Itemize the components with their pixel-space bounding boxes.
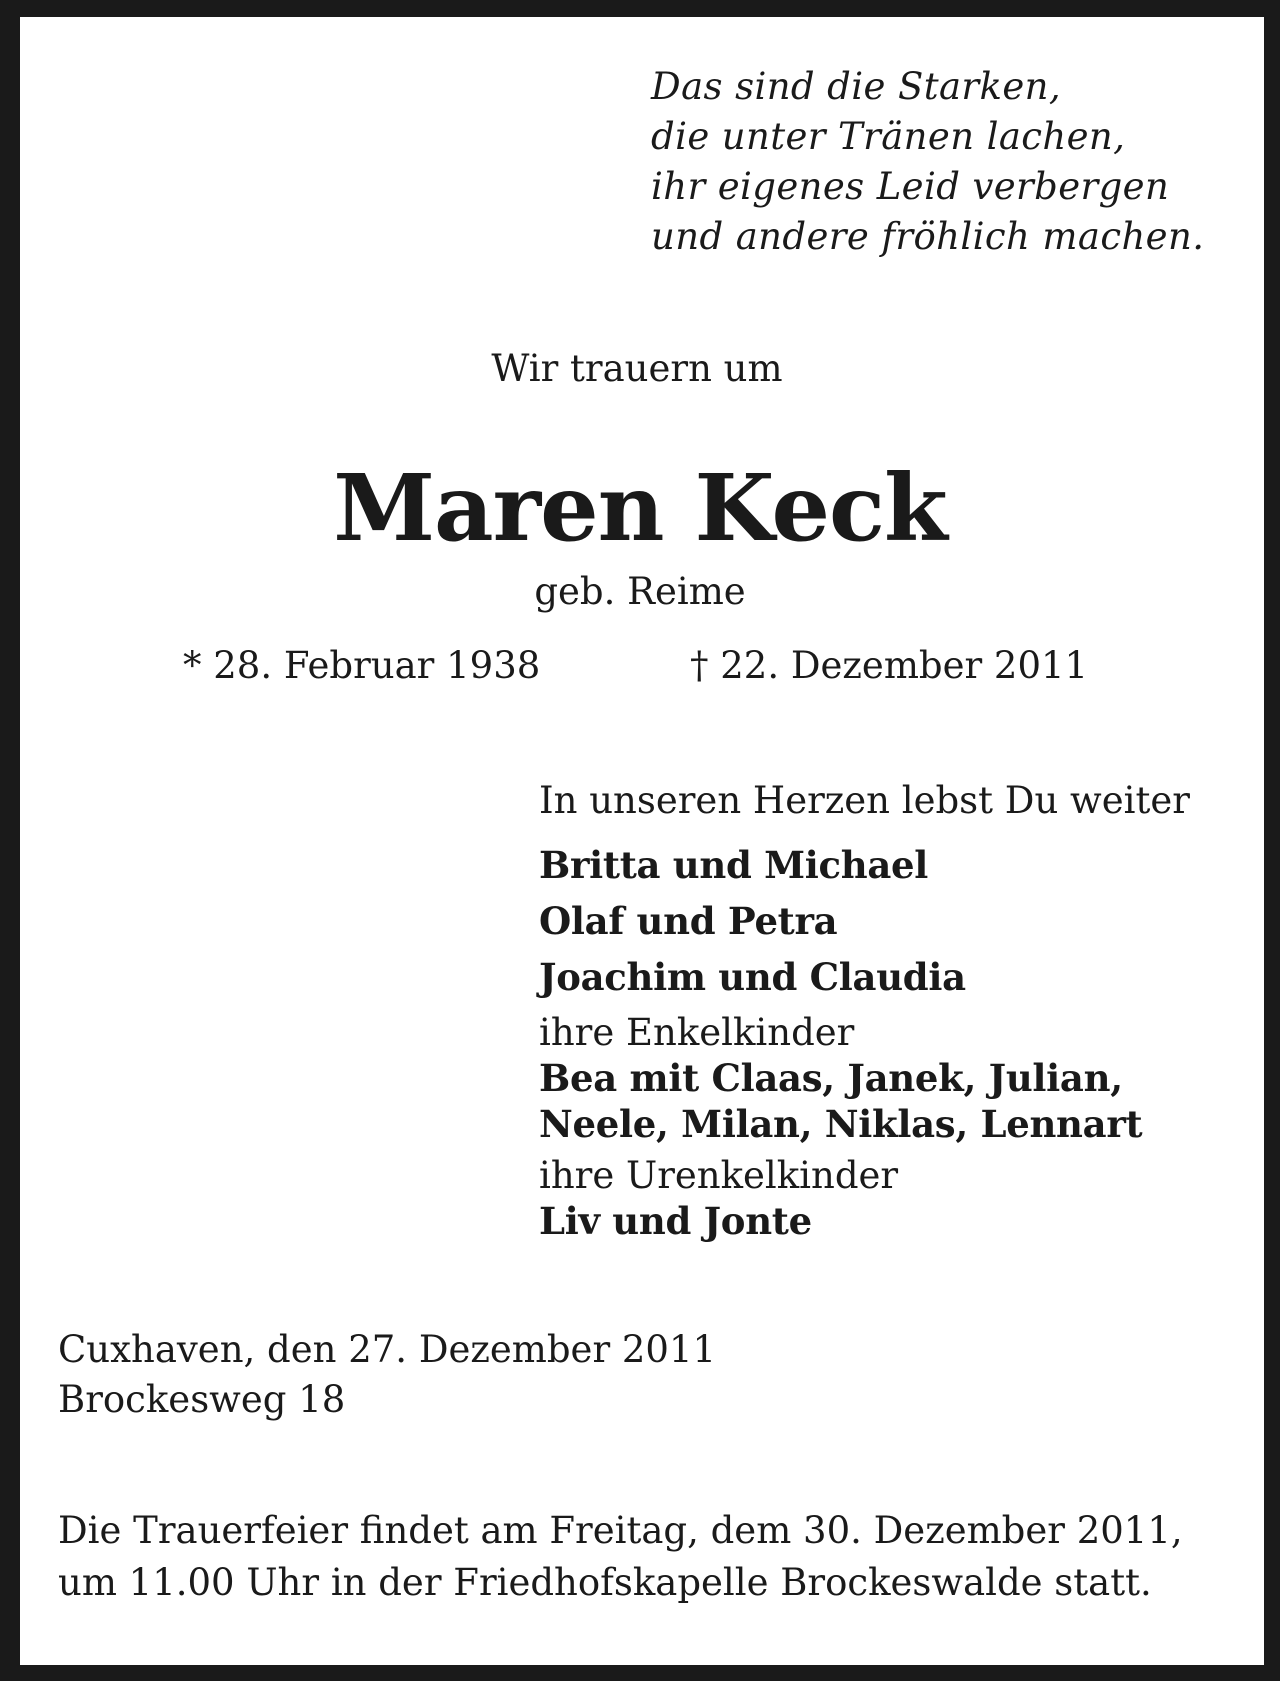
mourning-intro-text: Wir trauern um <box>491 347 783 390</box>
city-date: Cuxhaven, den 27. Dezember 2011 <box>58 1328 717 1371</box>
mourning-intro <box>0 344 1280 394</box>
poem-line: die unter Tränen lachen, <box>651 115 1126 158</box>
child-couple: Joachim und Claudia <box>539 955 966 999</box>
poem-line: Das sind die Starken, <box>651 65 1062 108</box>
deceased-name: Maren Keck <box>333 454 947 562</box>
death-date: † 22. Dezember 2011 <box>690 644 1089 687</box>
grandchildren-names: Bea mit Claas, Janek, Julian, <box>539 1056 1123 1100</box>
family-motto: In unseren Herzen lebst Du weiter <box>539 779 1190 822</box>
grandchildren-names: Neele, Milan, Niklas, Lennart <box>539 1102 1143 1146</box>
child-couple: Olaf und Petra <box>539 899 838 943</box>
birth-date: * 28. Februar 1938 <box>183 644 541 687</box>
great-grandchildren-names: Liv und Jonte <box>539 1199 812 1243</box>
maiden-name: geb. Reime <box>534 570 746 613</box>
memorial-poem <box>651 62 1204 262</box>
funeral-notice-line: Die Trauerfeier findet am Freitag, dem 30. Dezember 2011, <box>58 1509 1183 1552</box>
grandchildren-label: ihre Enkelkinder <box>539 1011 855 1054</box>
funeral-notice <box>58 1505 1183 1609</box>
place-and-date <box>58 1325 716 1425</box>
child-couple: Britta und Michael <box>539 843 929 887</box>
poem-line: ihr eigenes Leid verbergen <box>651 165 1170 208</box>
address: Brockesweg 18 <box>58 1378 346 1421</box>
funeral-notice-line: um 11.00 Uhr in der Friedhofskapelle Brockeswalde statt. <box>58 1561 1152 1604</box>
poem-line: und andere fröhlich machen. <box>651 215 1205 258</box>
great-grandchildren-label: ihre Urenkelkinder <box>539 1154 899 1197</box>
